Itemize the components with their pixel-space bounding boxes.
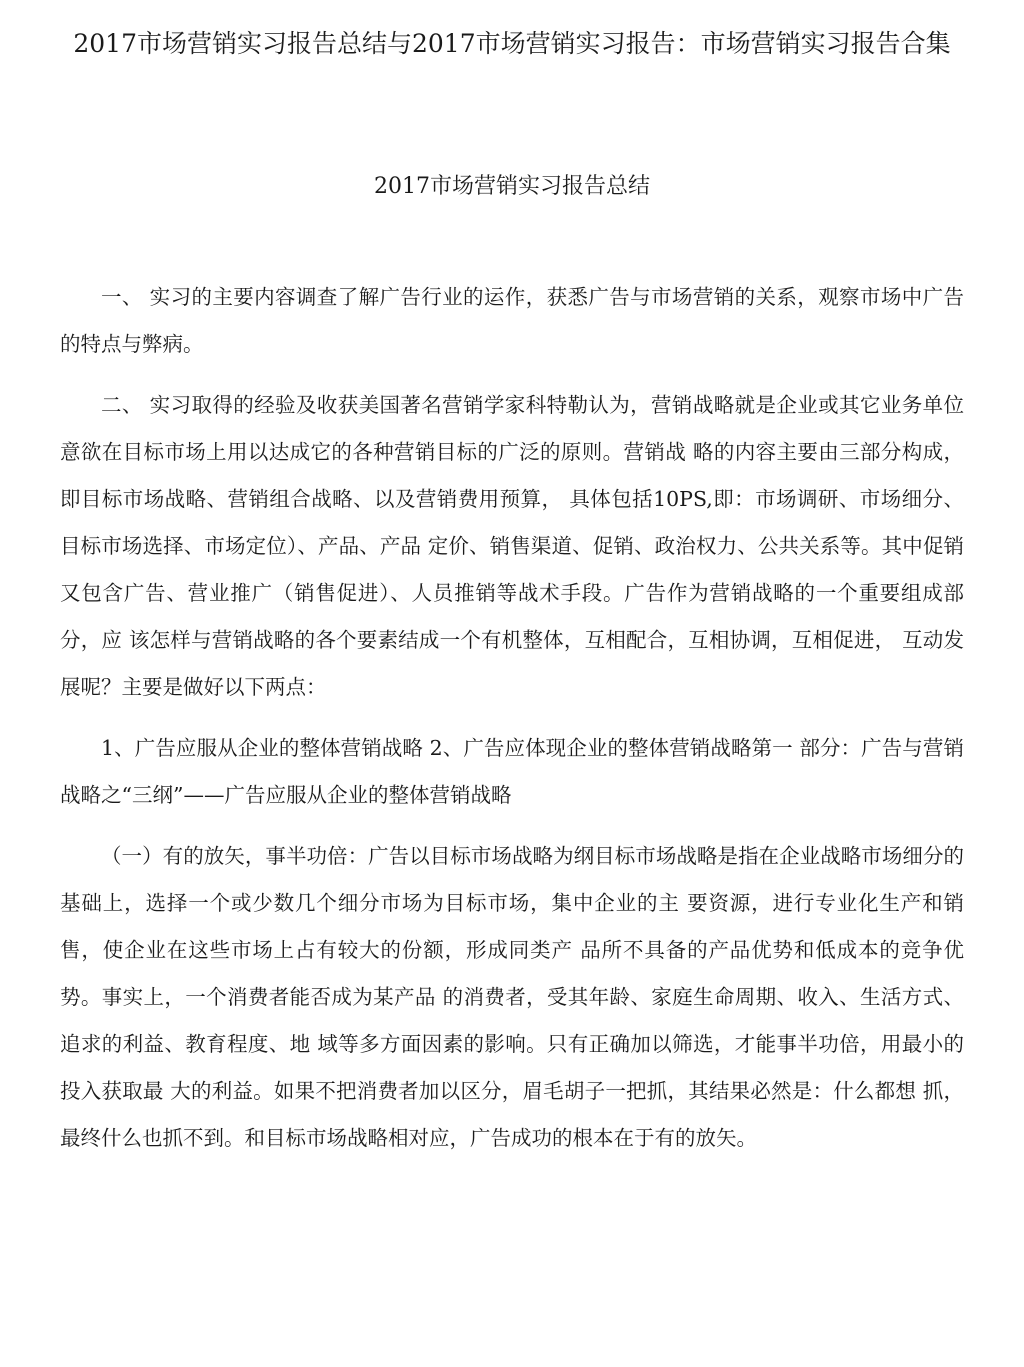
paragraph-4: （一）有的放矢，事半功倍：广告以目标市场战略为纲目标市场战略是指在企业战略市场细分的基础上，选择一个或少数几个细分市场为目标市场，集中企业的主 要资源，进行专业化生产和销售，使企业在这些市场上占有较大的份额，形成同类产 品所不具备的产品优势和低成本的竞争优势。事实上，一个消费者能否成为某产品 的消费者，受其年龄、家庭生命周期、收入、生活方式、追求的利益、教育程度、地 域等多方面因素的影响。只有正确加以筛选，才能事半功倍，用最小的投入获取最 大的利益。如果不把消费者加以区分，眉毛胡子一把抓，其结果必然是：什么都想 抓，最终什么也抓不到。和目标市场战略相对应，广告成功的根本在于有的放矢。 — [60, 844, 964, 1150]
document-page — [60, 26, 964, 1162]
section-title: 2017市场营销实习报告总结 — [374, 174, 650, 199]
paragraph-gap — [60, 711, 964, 725]
paragraph-2: 二、 实习取得的经验及收获美国著名营销学家科特勒认为，营销战略就是企业或其它业务单位意欲在目标市场上用以达成它的各种营销目标的广泛的原则。营销战 略的内容主要由三部分构成，即目标市场战略、营销组合战略、以及营销费用预算， 具体包括10PS,即：市场调研、市场细分、目标市场选择、市场定位）、产品、产品 定价、销售渠道、促销、政治权力、公共关系等。其中促销又包含广告、营业推广（销售促进）、人员推销等战术手段。广告作为营销战略的一个重要组成部分，应 该怎样与营销战略的各个要素结成一个有机整体，互相配合，互相协调，互相促进， 互动发展呢？主要是做好以下两点： — [60, 393, 964, 699]
document-title: 2017市场营销实习报告总结与2017市场营销实习报告：市场营销实习报告合集 — [73, 29, 951, 58]
paragraph-gap — [60, 368, 964, 382]
paragraph-3: 1、广告应服从企业的整体营销战略 2、广告应体现企业的整体营销战略第一 部分：广告与营销战略之“三纲”——广告应服从企业的整体营销战略 — [60, 736, 964, 807]
paragraph-1: 一、 实习的主要内容调查了解广告行业的运作，获悉广告与市场营销的关系，观察市场中广告的特点与弊病。 — [60, 285, 964, 356]
paragraph-gap — [60, 819, 964, 833]
